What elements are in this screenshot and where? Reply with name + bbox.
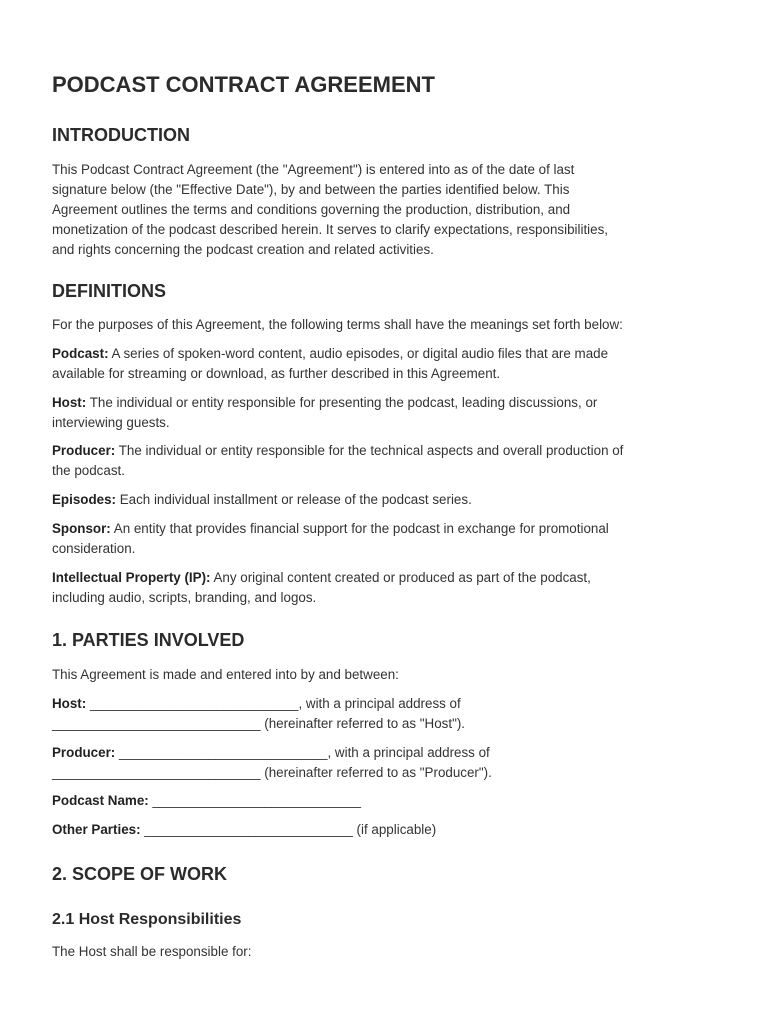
party-blank: ____________________________, with a principal address of — [86, 696, 461, 711]
party-blank: ____________________________, with a principal address of — [115, 745, 490, 760]
definition-sponsor — [52, 519, 609, 559]
party-blank: ____________________________ (hereinafter referred to as "Host"). — [52, 716, 466, 731]
definitions-intro: For the purposes of this Agreement, the following terms shall have the meanings set forth below: — [52, 317, 623, 332]
definition-episodes — [52, 490, 472, 510]
party-other — [52, 820, 436, 840]
definition-term: Producer: — [52, 443, 116, 458]
definition-term: Episodes: — [52, 492, 116, 507]
party-producer — [52, 743, 492, 783]
definition-text: Any original content created or produced as part of the podcast, — [210, 570, 591, 585]
party-host — [52, 694, 465, 734]
party-blank: ____________________________ (hereinafter referred to as "Producer"). — [52, 765, 492, 780]
scope-heading: 2. SCOPE OF WORK — [52, 864, 228, 884]
definition-text: Each individual installment or release of the podcast series. — [116, 492, 472, 507]
party-label: Producer: — [52, 745, 116, 760]
definition-text: available for streaming or download, as further described in this Agreement. — [52, 366, 501, 381]
definition-producer — [52, 441, 623, 481]
definition-text: including audio, scripts, branding, and logos. — [52, 590, 317, 605]
introduction-line: Agreement outlines the terms and conditions governing the production, distribution, and — [52, 202, 571, 217]
party-podcast-name — [52, 791, 361, 811]
parties-heading: 1. PARTIES INVOLVED — [52, 630, 245, 650]
introduction-line: This Podcast Contract Agreement (the "Agreement") is entered into as of the date of last — [52, 162, 575, 177]
definition-text: A series of spoken-word content, audio episodes, or digital audio files that are made — [108, 346, 609, 361]
host-responsibilities-heading: 2.1 Host Responsibilities — [52, 911, 242, 928]
party-label: Other Parties: — [52, 822, 141, 837]
definition-text: An entity that provides financial support for the podcast in exchange for promotional — [110, 521, 609, 536]
definition-text: consideration. — [52, 541, 136, 556]
definitions-heading: DEFINITIONS — [52, 281, 167, 301]
definition-term: Sponsor: — [52, 521, 111, 536]
document-title: PODCAST CONTRACT AGREEMENT — [52, 72, 435, 97]
introduction-line: and rights concerning the podcast creation and related activities. — [52, 242, 434, 257]
parties-intro: This Agreement is made and entered into by and between: — [52, 667, 399, 682]
definition-text: interviewing guests. — [52, 415, 170, 430]
party-blank: ____________________________ (if applicable) — [140, 822, 437, 837]
definition-text: the podcast. — [52, 463, 125, 478]
definition-intellectual-property — [52, 568, 591, 608]
party-label: Podcast Name: — [52, 793, 149, 808]
definition-text: The individual or entity responsible for presenting the podcast, leading discussions, or — [86, 395, 598, 410]
definition-host — [52, 393, 597, 433]
definition-podcast — [52, 344, 608, 384]
definition-term: Intellectual Property (IP): — [52, 570, 211, 585]
definition-text: The individual or entity responsible for the technical aspects and overall production of — [115, 443, 624, 458]
definition-term: Podcast: — [52, 346, 109, 361]
introduction-line: signature below (the "Effective Date"), by and between the parties identified below. This — [52, 182, 570, 197]
introduction-line: monetization of the podcast described herein. It serves to clarify expectations, responsibilities, — [52, 222, 608, 237]
introduction-heading: INTRODUCTION — [52, 125, 190, 145]
party-label: Host: — [52, 696, 87, 711]
introduction-paragraph — [52, 160, 608, 260]
host-responsibilities-intro: The Host shall be responsible for: — [52, 944, 252, 959]
definition-term: Host: — [52, 395, 87, 410]
party-blank: ____________________________ — [148, 793, 361, 808]
